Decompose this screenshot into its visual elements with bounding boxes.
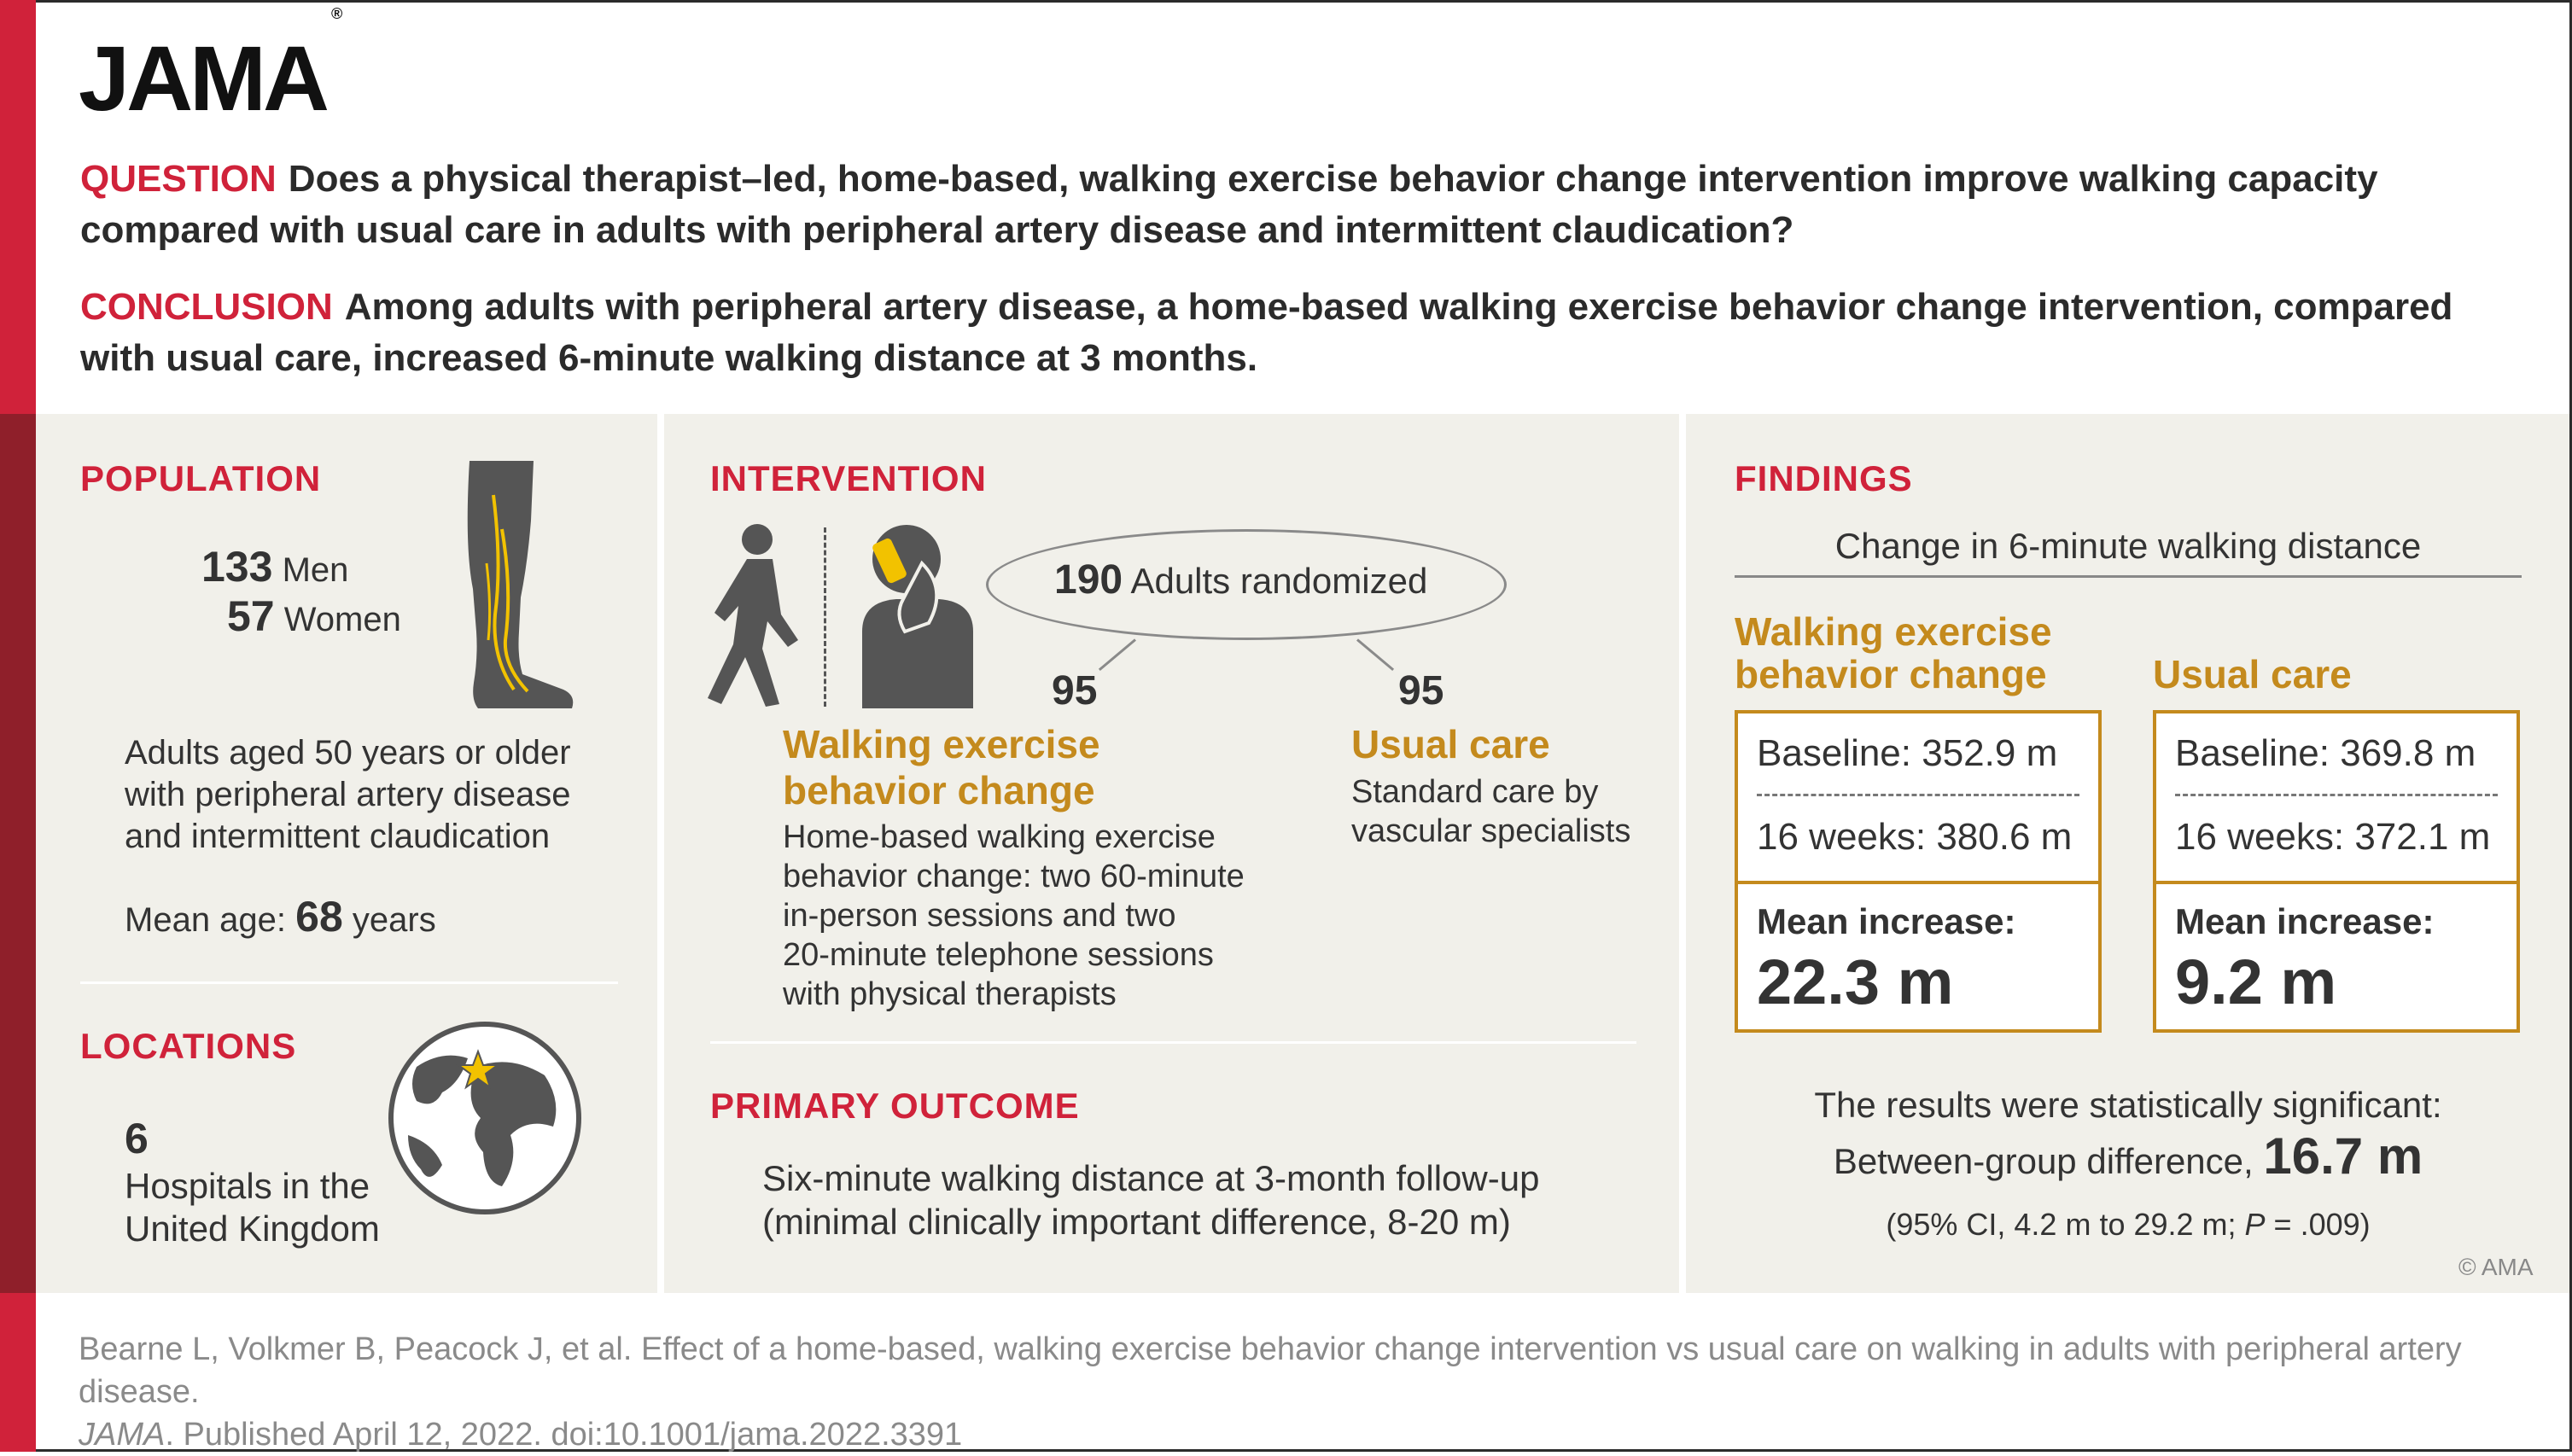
group1-16weeks: 16 weeks: 380.6 m — [1757, 816, 2073, 858]
question-block — [80, 154, 2470, 256]
accent-bar-bottom — [0, 1293, 36, 1452]
group2-n: 95 — [1398, 668, 1444, 713]
panel-divider-2 — [1679, 414, 1686, 1293]
conclusion-label: CONCLUSION — [80, 286, 333, 328]
population-divider — [80, 981, 618, 984]
women-count: 57 Women — [227, 592, 401, 640]
icon-divider — [824, 527, 826, 707]
jama-logo: JAMA® — [79, 5, 343, 130]
group1-dashed-rule — [1757, 794, 2079, 796]
findings-group1-title: Walking exercise behavior change — [1735, 609, 2052, 696]
locations-description: Hospitals in the United Kingdom — [125, 1166, 380, 1249]
primary-outcome-text: Six-minute walking distance at 3-month follow-up (minimal clinically important difference, 8-20 m) — [762, 1158, 1540, 1242]
citation-line-1: Bearne L, Volkmer B, Peacock J, et al. Effect of a home-based, walking exercise behavior change intervention vs usual care on walking in adults with peripheral artery disease. — [79, 1331, 2462, 1410]
group1-mean-value: 22.3 m — [1757, 946, 1954, 1017]
group2-box-divider — [2156, 881, 2517, 884]
group1-box-divider — [1738, 881, 2098, 884]
question-label: QUESTION — [80, 158, 277, 200]
findings-group2-title: Usual care — [2153, 652, 2352, 696]
confidence-interval: (95% CI, 4.2 m to 29.2 m; P = .009) — [1886, 1207, 2371, 1242]
group2-16weeks: 16 weeks: 372.1 m — [2175, 816, 2491, 858]
locations-count: 6 — [125, 1115, 149, 1162]
intervention-heading: INTERVENTION — [710, 458, 987, 498]
population-description: Adults aged 50 years or older with peripheral artery disease and intermittent claudication — [125, 734, 571, 855]
findings-group1-box — [1735, 710, 2102, 1033]
group1-description: Home-based walking exercise behavior change: two 60-minute in-person sessions and two 20-minute telephone sessions with physical therapists — [783, 819, 1245, 1012]
findings-group2-box — [2153, 710, 2520, 1033]
conclusion-text: Among adults with peripheral artery disease, a home-based walking exercise behavior change intervention, compared with usual care, increased 6-minute walking distance at 3 months. — [80, 286, 2453, 379]
globe-icon — [382, 1016, 587, 1220]
leg-icon — [452, 461, 580, 717]
group2-mean-value: 9.2 m — [2175, 946, 2337, 1017]
between-group-difference: Between-group difference, 16.7 m — [1833, 1127, 2423, 1185]
findings-heading: FINDINGS — [1735, 458, 1913, 498]
group2-title: Usual care — [1351, 722, 1550, 766]
primary-outcome-heading: PRIMARY OUTCOME — [710, 1086, 1080, 1126]
intervention-divider — [710, 1041, 1636, 1044]
locations-heading: LOCATIONS — [80, 1026, 297, 1066]
group1-mean-label: Mean increase: — [1757, 901, 2016, 941]
group2-baseline: Baseline: 369.8 m — [2175, 732, 2476, 774]
question-text: Does a physical therapist–led, home-based, walking exercise behavior change intervention improve walking capacity compared with usual care in adults with peripheral artery disease and intermittent claudication? — [80, 158, 2378, 251]
group2-description: Standard care by vascular specialists — [1351, 774, 1631, 849]
group2-dashed-rule — [2175, 794, 2498, 796]
group1-title: Walking exercise behavior change — [783, 722, 1100, 812]
copyright: © AMA — [2458, 1254, 2534, 1280]
citation-line-2: JAMA. Published April 12, 2022. doi:10.1001/jama.2022.3391 — [79, 1417, 963, 1453]
panel-divider-1 — [657, 414, 664, 1293]
significance-statement: The results were statistically significant: — [1814, 1085, 2442, 1125]
accent-bar-middle — [0, 414, 36, 1293]
conclusion-block — [80, 282, 2470, 384]
mean-age: Mean age: 68 years — [125, 893, 436, 941]
phone-call-icon — [845, 521, 982, 708]
group1-n: 95 — [1052, 668, 1098, 713]
group1-baseline: Baseline: 352.9 m — [1757, 732, 2058, 774]
findings-subtitle-rule — [1735, 575, 2522, 578]
citation — [79, 1328, 2537, 1456]
men-count: 133 Men — [201, 543, 349, 591]
randomized-count: 190 Adults randomized — [1054, 557, 1428, 603]
accent-bar-top — [0, 0, 36, 414]
group2-mean-label: Mean increase: — [2175, 901, 2435, 941]
population-heading: POPULATION — [80, 458, 322, 498]
walking-person-icon — [696, 521, 815, 708]
findings-subtitle: Change in 6-minute walking distance — [1834, 526, 2422, 566]
